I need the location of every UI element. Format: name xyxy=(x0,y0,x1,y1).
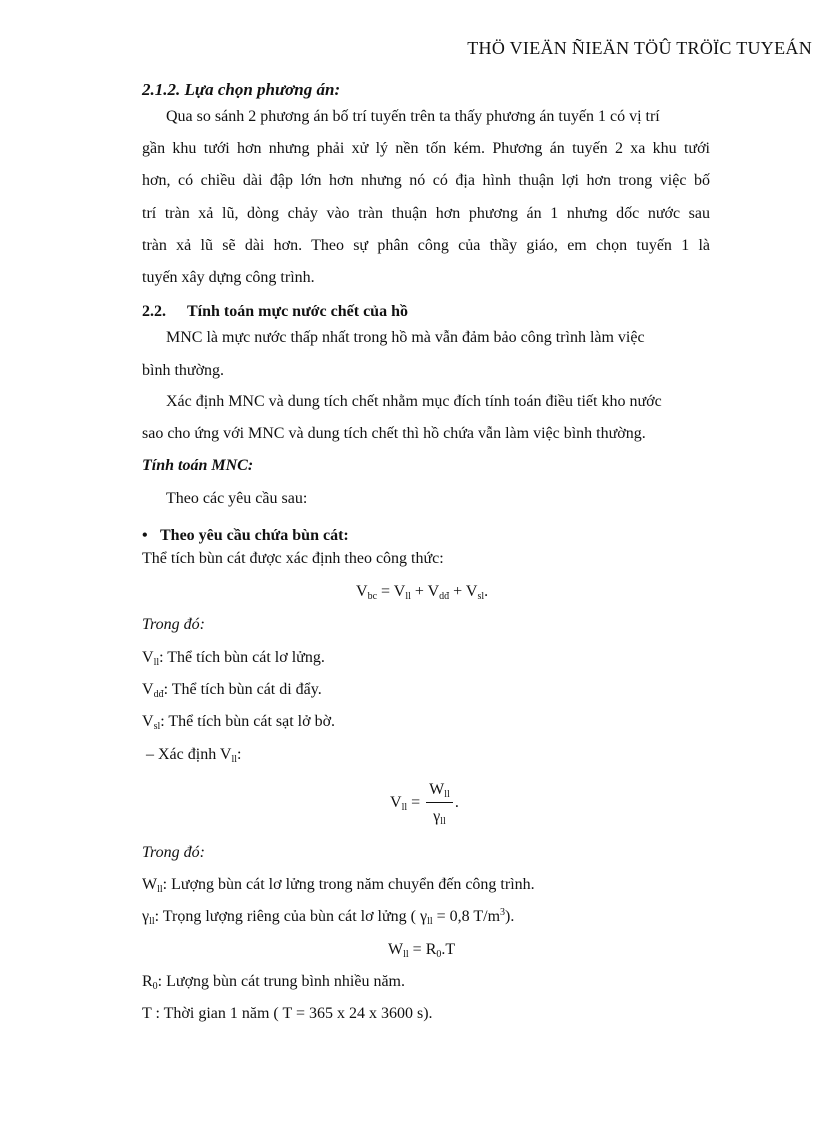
paragraph-line: Xác định MNC và dung tích chết nhằm mục đích tính toán điều tiết kho nước xyxy=(166,393,662,410)
volume-intro: Thể tích bùn cát được xác định theo công thức: xyxy=(142,550,444,567)
definition-vsl: $V_{sl}$: Thể tích bùn cát sạt lở bờ. xyxy=(142,713,336,732)
bullet-item xyxy=(142,526,349,546)
definition-wll: $W_{ll}$: Lượng bùn cát lơ lửng trong năm chuyển đến công trình. xyxy=(142,876,535,895)
definition-text: : Trọng lượng riêng của bùn cát lơ lửng ( xyxy=(154,908,420,925)
definition-text: : Thể tích bùn cát di đẩy. xyxy=(163,681,322,698)
paragraph-line: trí tràn xả lũ, dòng chảy vào tràn thuận hơn phương án 1 nhưng dốc nước sau xyxy=(142,205,710,222)
section-2-2-number: 2.2. xyxy=(142,303,166,320)
paragraph-line: tuyến xây dựng công trình. xyxy=(142,269,315,286)
paragraph-line: bình thường. xyxy=(142,362,225,379)
where-label: Trong đó: xyxy=(142,616,205,633)
definition-text: : Thể tích bùn cát sạt lở bờ. xyxy=(160,713,336,730)
paragraph-line: tràn xả lũ sẽ dài hơn. Theo sự phân công của thầy giáo, em chọn tuyến 1 là xyxy=(142,237,710,254)
paragraph-line: sao cho ứng với MNC và dung tích chết thì hồ chứa vẫn làm việc bình thường. xyxy=(142,425,646,442)
definition-gamma: $\gamma_{ll}$: Trọng lượng riêng của bùn cát lơ lửng ( $\gamma_{ll} = 0,8$ $T/m^3$). xyxy=(142,907,515,927)
formula-vll: $V_{ll}$ = $\frac{W_{ll}}{\gamma_{ll}}$ . xyxy=(390,781,459,827)
section-2-2-title: Tính toán mực nước chết của hồ xyxy=(187,303,408,320)
paragraph-line: Qua so sánh 2 phương án bố trí tuyến trên ta thấy phương án tuyến 1 có vị trí xyxy=(166,108,660,125)
determine-text: – Xác định V xyxy=(146,746,232,763)
definition-r0: $R_0$: Lượng bùn cát trung bình nhiều năm. xyxy=(142,973,405,992)
definition-vll: $V_{ll}$: Thể tích bùn cát lơ lửng. xyxy=(142,649,325,668)
fraction: $\frac{W_{ll}}{\gamma_{ll}}$ xyxy=(426,780,453,827)
definition-vdd: $V_{dđ}$: Thể tích bùn cát di đẩy. xyxy=(142,681,322,700)
bullet-icon: • xyxy=(142,527,148,544)
definition-text: : Lượng bùn cát trung bình nhiều năm. xyxy=(157,973,405,990)
formula-wll: $W_{ll} = R_0.T$ xyxy=(388,941,456,960)
definition-t: T : Thời gian 1 năm ( T = 365 x 24 x 3600 s). xyxy=(142,1005,433,1022)
paragraph-line: hơn, có chiều dài đập lớn hơn nhưng nó có địa hình thuận lợi hơn trong việc bố xyxy=(142,172,710,189)
bullet-title: Theo yêu cầu chứa bùn cát: xyxy=(160,527,349,544)
gamma-value: = 0,8 T/m xyxy=(432,908,501,925)
section-2-1-2-title: 2.1.2. Lựa chọn phương án: xyxy=(142,80,341,99)
formula-vbc: $V_{bc} = V_{ll} + V_{dđ} + V_{sl}$. xyxy=(356,583,489,602)
definition-text: : Lượng bùn cát lơ lửng trong năm chuyển đến công trình. xyxy=(162,876,535,893)
paragraph-line: gần khu tưới hơn nhưng phải xử lý nền tốn kém. Phương án tuyến 2 xa khu tưới xyxy=(142,140,710,157)
page-header: THÖ VIEÄN ÑIEÄN TÖÛ TRÖÏC TUYEÁN xyxy=(467,38,812,58)
paragraph-line: MNC là mực nước thấp nhất trong hồ mà vẫn đảm bảo công trình làm việc xyxy=(166,329,645,346)
definition-text: : Thể tích bùn cát lơ lửng. xyxy=(159,649,325,666)
requirements-intro: Theo các yêu cầu sau: xyxy=(166,490,308,507)
determine-vll: – Xác định $V_{ll}$: xyxy=(146,746,242,765)
mnc-heading: Tính toán MNC: xyxy=(142,457,254,474)
where-label: Trong đó: xyxy=(142,844,205,861)
